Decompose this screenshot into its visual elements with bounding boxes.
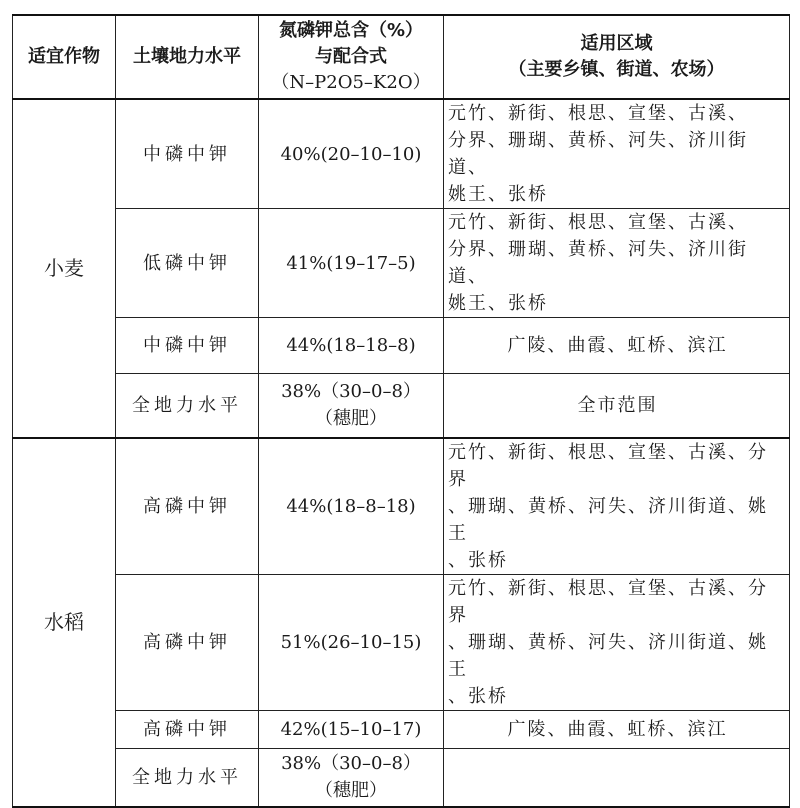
- crop-cell-wheat: 小麦: [13, 99, 116, 438]
- table-row: [13, 748, 790, 807]
- region-line: 、珊瑚、黄桥、河失、济川街道、姚王: [448, 495, 768, 544]
- table-row: [13, 99, 790, 209]
- region-line: 姚王、张桥: [448, 184, 548, 205]
- table-row: [13, 318, 790, 374]
- formula-cell: 40%(20–10–10): [259, 99, 444, 209]
- region-line: 、张桥: [448, 549, 508, 571]
- header-crop: 适宜作物: [13, 15, 116, 99]
- region-line: 分界、珊瑚、黄桥、河失、济川街道、: [448, 130, 748, 178]
- formula-cell: 51%(26–10–15): [259, 574, 444, 710]
- level-cell: 中磷中钾: [116, 318, 259, 374]
- table-row: [13, 438, 790, 575]
- formula-cell: [259, 374, 444, 438]
- region-line: 元竹、新街、根思、宣堡、古溪、分界: [448, 441, 768, 490]
- formula-cell: 44%(18–8–18): [259, 438, 444, 575]
- region-cell: [444, 574, 790, 710]
- header-formula-line2: 与配合式: [315, 46, 387, 67]
- level-cell: 高磷中钾: [116, 438, 259, 575]
- region-cell: 广陵、曲霞、虹桥、滨江: [444, 318, 790, 374]
- level-cell: 全地力水平: [116, 374, 259, 438]
- formula-note: （穗肥）: [315, 780, 387, 802]
- formula-cell: [259, 748, 444, 807]
- crop-cell-rice: 水稻: [13, 438, 116, 808]
- region-cell-empty: [444, 748, 790, 807]
- formula-cell: 41%(19–17–5): [259, 209, 444, 318]
- header-formula-line1: 氮磷钾总含（%）: [278, 20, 424, 41]
- region-line: 元竹、新街、根思、宣堡、古溪、: [448, 212, 748, 233]
- level-cell: 高磷中钾: [116, 574, 259, 710]
- header-region-line1: 适用区域: [580, 33, 653, 54]
- table-row: [13, 374, 790, 438]
- region-line: 分界、珊瑚、黄桥、河失、济川街道、: [448, 239, 748, 287]
- formula-value: 38%（30–0–8）: [281, 381, 421, 403]
- region-line: 元竹、新街、根思、宣堡、古溪、: [448, 103, 748, 124]
- region-cell: [444, 438, 790, 575]
- table-row: [13, 209, 790, 318]
- formula-value: 38%（30–0–8）: [281, 753, 421, 775]
- formula-note: （穗肥）: [315, 408, 387, 430]
- region-line: 、张桥: [448, 685, 508, 707]
- formula-cell: 44%(18–18–8): [259, 318, 444, 374]
- region-cell: [444, 209, 790, 318]
- table-row: [13, 574, 790, 710]
- region-line: 元竹、新街、根思、宣堡、古溪、分界: [448, 577, 768, 626]
- level-cell: 中磷中钾: [116, 99, 259, 209]
- header-formula: [259, 15, 444, 99]
- level-cell: 全地力水平: [116, 748, 259, 807]
- region-cell: 广陵、曲霞、虹桥、滨江: [444, 710, 790, 748]
- level-cell: 低磷中钾: [116, 209, 259, 318]
- header-level: 土壤地力水平: [116, 15, 259, 99]
- region-line: 、珊瑚、黄桥、河失、济川街道、姚王: [448, 631, 768, 680]
- region-cell: 全市范围: [444, 374, 790, 438]
- header-region-line2: （主要乡镇、街道、农场）: [508, 59, 725, 80]
- header-formula-line3: （N–P2O5–K2O）: [271, 72, 431, 93]
- region-cell: [444, 99, 790, 209]
- fertilizer-table: [12, 14, 790, 808]
- header-region: [444, 15, 790, 99]
- region-line: 姚王、张桥: [448, 293, 548, 314]
- level-cell: 高磷中钾: [116, 710, 259, 748]
- table-row: [13, 710, 790, 748]
- formula-cell: 42%(15–10–17): [259, 710, 444, 748]
